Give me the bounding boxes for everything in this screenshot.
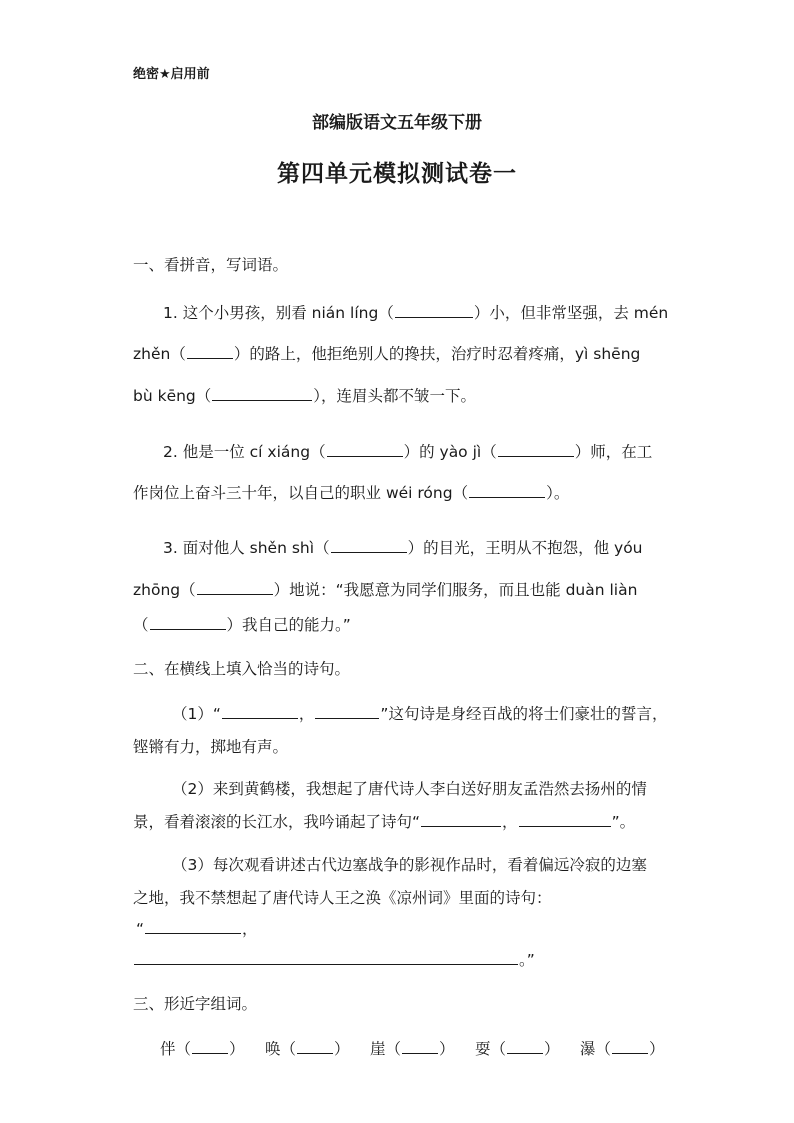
poem-comma: ， [502, 813, 518, 831]
q3-line-2 [133, 578, 637, 600]
q3-text: 3. 面对他人 [163, 539, 250, 557]
section-1-heading: 一、看拼音，写词语。 [133, 256, 289, 274]
pinyin-zhen: zhěn [133, 345, 171, 363]
poem-q2-line-1: （2）来到黄鹤楼，我想起了唐代诗人李白送好朋友孟浩然去扬州的情 [172, 780, 647, 798]
answer-blank[interactable] [315, 717, 379, 719]
pinyin-zhong: zhōng [133, 581, 181, 599]
q3-text: ）我自己的能力。” [226, 616, 351, 634]
char-item [580, 1037, 665, 1059]
paren-close: ） [334, 1040, 350, 1058]
paren-open: （ [133, 616, 149, 634]
poem-q1-line-1 [172, 702, 667, 724]
answer-blank[interactable] [519, 825, 611, 827]
paren-open: （ [170, 345, 186, 363]
answer-blank[interactable] [150, 628, 226, 630]
paren-open: （ [490, 1040, 507, 1058]
answer-blank[interactable] [297, 1052, 333, 1054]
answer-blank[interactable] [192, 1052, 228, 1054]
pinyin-shen-shi: shěn shì [249, 539, 315, 557]
q2-text: ）。 [546, 484, 570, 502]
answer-blank[interactable] [327, 455, 403, 457]
poem-q2-line-2 [133, 810, 635, 832]
q1-text: ），连眉头都不皱一下。 [313, 387, 477, 405]
paren-open: （ [452, 484, 469, 502]
paren-close: ） [649, 1040, 665, 1058]
paren-close: ） [229, 1040, 245, 1058]
answer-blank[interactable] [222, 717, 298, 719]
poem-q3-line-4 [133, 948, 535, 970]
answer-blank[interactable] [469, 496, 545, 498]
char-item [370, 1037, 455, 1059]
q1-line-3 [133, 384, 476, 406]
answer-blank[interactable] [612, 1052, 648, 1054]
section-3-heading: 三、形近字组词。 [133, 995, 258, 1013]
pinyin-yi-sheng: yì shēng [574, 345, 641, 363]
answer-blank[interactable] [145, 932, 241, 934]
answer-blank[interactable] [212, 399, 312, 401]
char: 瀑 [580, 1040, 596, 1058]
char: 崖 [370, 1040, 386, 1058]
char-item [265, 1037, 350, 1059]
poem-end: 。” [519, 951, 535, 969]
answer-blank[interactable] [187, 357, 233, 359]
paren-open: （ [310, 443, 326, 461]
answer-blank[interactable] [395, 316, 473, 318]
q3-text: ）的目光，王明从不抱怨，他 [407, 539, 615, 557]
pinyin-duan-lian: duàn liàn [565, 581, 638, 599]
poem-comma: ， [298, 705, 315, 723]
char-item [475, 1037, 560, 1059]
q2-text: ）师，在工 [574, 443, 653, 461]
q2-text: ）的 [403, 443, 440, 461]
q1-text: ）的路上，他拒绝别人的搀扶，治疗时忍着疼痛， [233, 345, 575, 363]
answer-blank-long[interactable] [134, 963, 518, 965]
poem-q3-line-1: （3）每次观看讲述古代边塞战争的影视作品时，看着偏远冷寂的边塞 [172, 856, 647, 874]
confidential-label: 绝密★启用前 [133, 67, 210, 82]
poem-text: ”这句诗是身经百战的将士们豪壮的誓言， [380, 705, 668, 723]
poem-q1-line-2: 铿锵有力，掷地有声。 [133, 738, 289, 756]
paren-open: （ [314, 539, 330, 557]
exam-subtitle: 部编版语文五年级下册 [312, 113, 482, 133]
paren-close: ） [439, 1040, 455, 1058]
char-item [160, 1037, 245, 1059]
q1-text: ）小，但非常坚强，去 [473, 304, 634, 322]
paren-open: （ [180, 581, 196, 599]
poem-q3-line-3 [136, 917, 258, 939]
poem-quote-open: “ [136, 920, 145, 938]
exam-title: 第四单元模拟测试卷一 [277, 161, 517, 187]
poem-text: ”。 [611, 813, 636, 831]
answer-blank[interactable] [498, 455, 574, 457]
q2-text: 作岗位上奋斗三十年，以自己的职业 [133, 484, 386, 502]
paren-open: （ [175, 1040, 192, 1058]
q2-line-1 [163, 440, 652, 462]
paren-open: （ [595, 1040, 612, 1058]
q1-line-2 [133, 342, 640, 364]
poem-text: 景，看着滚滚的长江水，我吟诵起了诗句“ [133, 813, 421, 831]
paren-open: （ [385, 1040, 402, 1058]
poem-comma: ， [242, 920, 258, 938]
section-2-heading: 二、在横线上填入恰当的诗句。 [133, 660, 351, 678]
q3-line-1 [163, 536, 643, 558]
answer-blank[interactable] [402, 1052, 438, 1054]
pinyin-bu-keng: bù kēng [133, 387, 196, 405]
paren-open: （ [195, 387, 212, 405]
paren-open: （ [280, 1040, 297, 1058]
char: 耍 [475, 1040, 491, 1058]
paren-open: （ [378, 304, 394, 322]
paren-close: ） [544, 1040, 560, 1058]
paren-open: （ [481, 443, 497, 461]
q2-line-2 [133, 481, 569, 503]
answer-blank[interactable] [507, 1052, 543, 1054]
q1-text: 1. 这个小男孩，别看 [163, 304, 312, 322]
pinyin-ci-xiang: cí xiáng [249, 443, 311, 461]
answer-blank[interactable] [197, 593, 273, 595]
q3-text: ）地说：“我愿意为同学们服务，而且也能 [273, 581, 566, 599]
q3-line-3 [133, 613, 351, 635]
pinyin-yao-ji: yào jì [439, 443, 482, 461]
answer-blank[interactable] [331, 551, 407, 553]
q1-line-1 [163, 301, 668, 323]
poem-q3-line-2: 之地，我不禁想起了唐代诗人王之涣《凉州词》里面的诗句： [133, 889, 552, 907]
poem-text: （1）“ [172, 705, 221, 723]
pinyin-you: yóu [614, 539, 643, 557]
q2-text: 2. 他是一位 [163, 443, 250, 461]
pinyin-nian-ling: nián líng [311, 304, 379, 322]
char: 伴 [160, 1040, 176, 1058]
answer-blank[interactable] [421, 825, 501, 827]
char: 唤 [265, 1040, 281, 1058]
pinyin-wei-rong: wéi róng [385, 484, 453, 502]
pinyin-men: mén [633, 304, 669, 322]
